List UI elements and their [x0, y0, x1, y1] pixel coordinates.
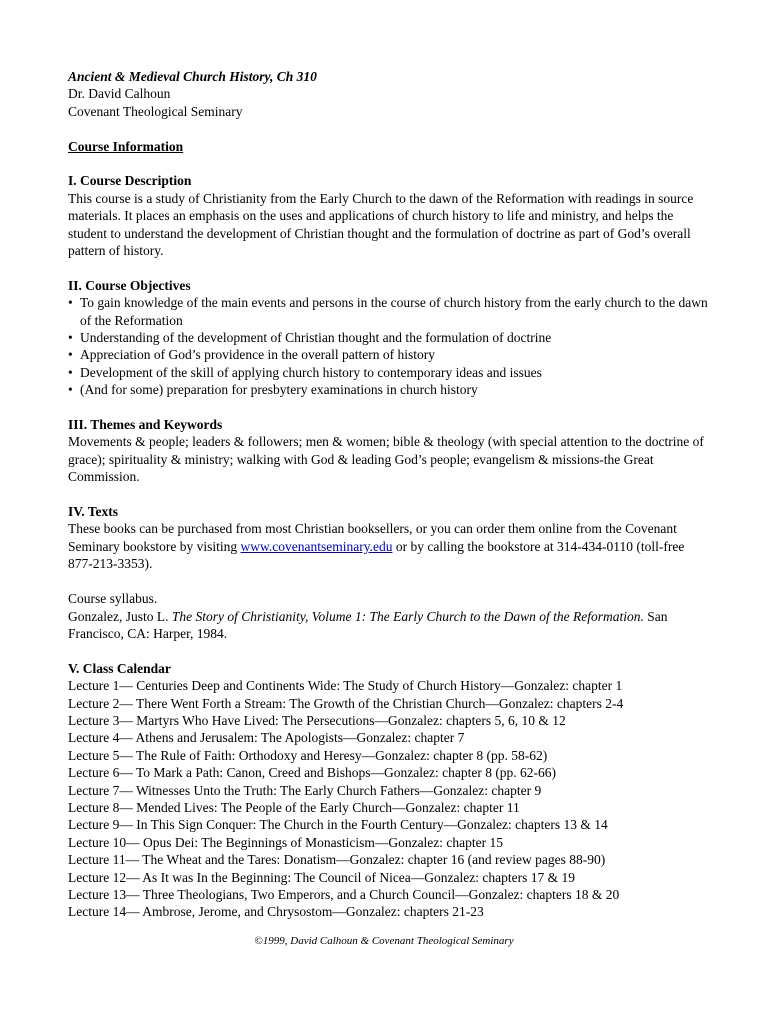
course-syllabus: Course syllabus.	[68, 591, 158, 607]
lecture-item: Lecture 6— To Mark a Path: Canon, Creed and Bishops—Gonzalez: chapter 8 (pp. 62-66)	[68, 765, 557, 781]
objective-item	[68, 329, 708, 346]
objective-item	[68, 381, 708, 398]
lecture-item: Lecture 8— Mended Lives: The People of the Early Church—Gonzalez: chapter 11	[68, 799, 520, 815]
lecture-item: Lecture 13— Three Theologians, Two Emperors, and a Church Council—Gonzalez: chapters 18 & 20	[68, 886, 620, 902]
objective-text: Understanding of the development of Christian thought and the formulation of doctrine	[80, 330, 552, 346]
texts-intro-after: or by calling the bookstore at 314-434-0110 (toll-free 877-213-3353).	[68, 538, 685, 572]
lecture-item: Lecture 2— There Went Forth a Stream: The Growth of the Christian Church—Gonzalez: chapters 2-4	[68, 695, 624, 711]
lecture-item: Lecture 11— The Wheat and the Tares: Donatism—Gonzalez: chapter 16 (and review pages 88-90)	[68, 852, 606, 868]
lecture-item: Lecture 12— As It was In the Beginning: The Council of Nicea—Gonzalez: chapters 17 & 19	[68, 869, 575, 885]
objective-item	[68, 364, 708, 381]
textbook-author: Gonzalez, Justo L.	[68, 608, 172, 624]
course-description-heading: I. Course Description	[68, 173, 192, 189]
lecture-item: Lecture 4— Athens and Jerusalem: The Apologists—Gonzalez: chapter 7	[68, 730, 465, 746]
bookstore-link[interactable]: www.covenantseminary.edu	[240, 538, 393, 554]
lecture-item: Lecture 1— Centuries Deep and Continents Wide: The Study of Church History—Gonzalez: chapter 1	[68, 678, 623, 694]
instructor-name: Dr. David Calhoun	[68, 86, 171, 102]
lecture-item: Lecture 3— Martyrs Who Have Lived: The Persecutions—Gonzalez: chapters 5, 6, 10 & 12	[68, 712, 566, 728]
objective-text: (And for some) preparation for presbytery examinations in church history	[80, 382, 478, 398]
textbook-publisher: San Francisco, CA: Harper, 1984.	[68, 608, 668, 641]
course-title: Ancient & Medieval Church History, Ch 310	[68, 69, 317, 84]
course-description-text: This course is a study of Christianity from the Early Church to the dawn of the Reformation with readings in source materials. It places an emphasis on the uses and applications of church history to life and ministry, and helps the student to understand the development of Christian thought and the formulation of doctrine as part of God’s overall pattern of history.	[68, 190, 694, 259]
textbook-title: The Story of Christianity, Volume 1: The Early Church to the Dawn of the Reformation.	[171, 608, 644, 624]
lecture-item: Lecture 10— Opus Dei: The Beginnings of Monasticism—Gonzalez: chapter 15	[68, 834, 504, 850]
bullet-icon: •	[68, 295, 73, 311]
objectives-list	[68, 294, 708, 398]
objective-text: Development of the skill of applying church history to contemporary ideas and issues	[80, 364, 542, 380]
bullet-icon: •	[68, 330, 73, 346]
bullet-icon: •	[68, 347, 73, 363]
course-objectives-heading: II. Course Objectives	[68, 277, 191, 293]
lecture-item: Lecture 14— Ambrose, Jerome, and Chrysostom—Gonzalez: chapters 21-23	[68, 904, 484, 920]
lecture-item: Lecture 5— The Rule of Faith: Orthodoxy and Heresy—Gonzalez: chapter 8 (pp. 58-62)	[68, 747, 548, 763]
objective-item	[68, 294, 708, 329]
texts-heading: IV. Texts	[68, 504, 119, 520]
texts-intro-before: These books can be purchased from most Christian booksellers, or you can order them online from the Covenant Seminary bookstore by visiting	[68, 521, 677, 554]
document-body	[68, 68, 708, 921]
lecture-list	[68, 677, 708, 921]
textbook-citation	[68, 608, 708, 643]
objective-text: Appreciation of God’s providence in the overall pattern of history	[80, 347, 436, 363]
bullet-icon: •	[68, 364, 73, 380]
themes-text: Movements & people; leaders & followers; men & women; bible & theology (with special attention to the doctrine of grace); spirituality & ministry; walking with God & leading God’s people; evangelism & missions-the Great Commission.	[68, 434, 704, 485]
texts-intro	[68, 520, 708, 572]
class-calendar-heading: V. Class Calendar	[68, 660, 171, 676]
course-information-heading: Course Information	[68, 138, 184, 154]
lecture-item: Lecture 7— Witnesses Unto the Truth: The Early Church Fathers—Gonzalez: chapter 9	[68, 782, 542, 798]
themes-heading: III. Themes and Keywords	[68, 417, 223, 433]
lecture-item: Lecture 9— In This Sign Conquer: The Church in the Fourth Century—Gonzalez: chapters 13 & 14	[68, 817, 608, 833]
objective-item	[68, 346, 708, 363]
institution-name: Covenant Theological Seminary	[68, 103, 243, 119]
bullet-icon: •	[68, 382, 73, 398]
copyright-footer: ©1999, David Calhoun & Covenant Theological Seminary	[254, 935, 514, 947]
objective-text: To gain knowledge of the main events and persons in the course of church history from the early church to the dawn of the Reformation	[80, 295, 708, 328]
